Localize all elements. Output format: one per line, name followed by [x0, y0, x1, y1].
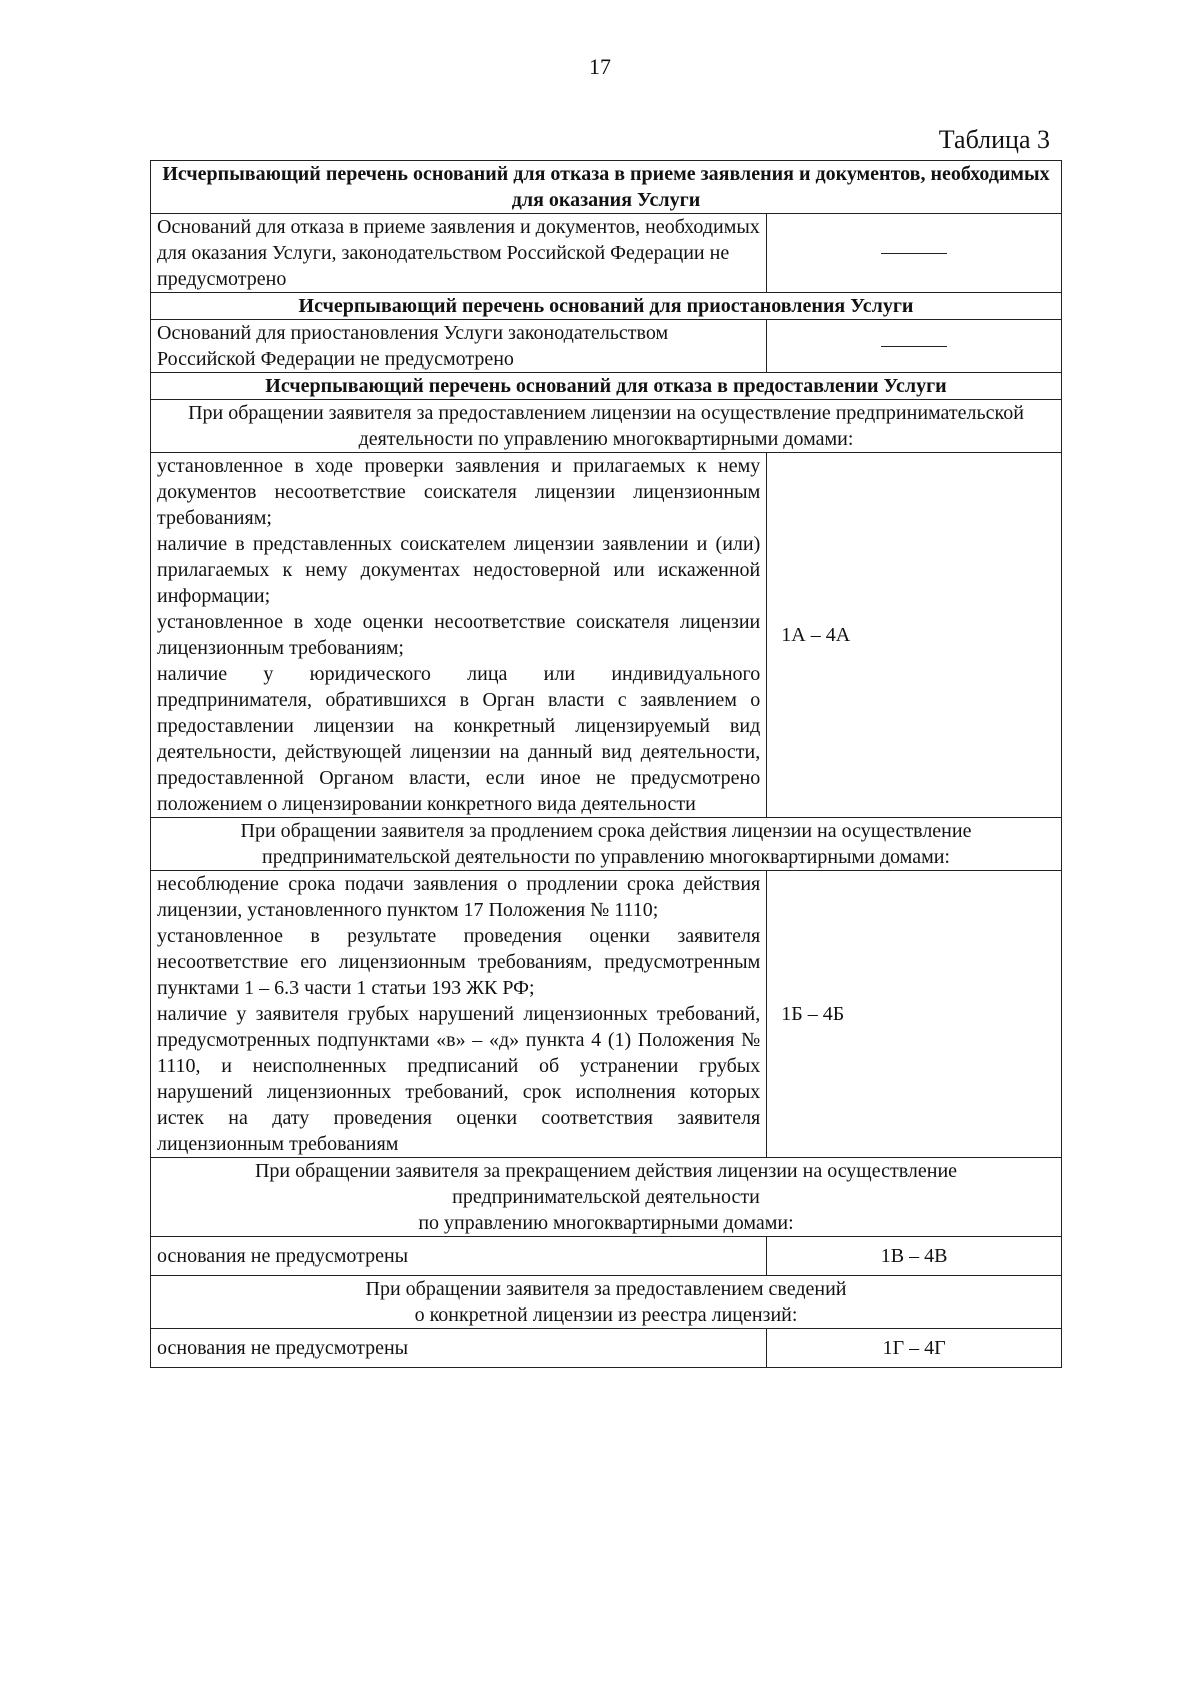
ground-item: наличие в представленных соискателем лицензии заявлении и (или) прилагаемых к нему документах недостоверной или искаженной информации; [157, 533, 761, 607]
ground-item: несоблюдение срока подачи заявления о продлении срока действия лицензии, установленного пунктом 17 Положения № 1110; [157, 873, 761, 921]
case-grounds-cell [151, 453, 767, 818]
section-header-refusal-provision [151, 373, 1062, 400]
case-grounds-cell: основания не предусмотрены [151, 1329, 767, 1368]
case-title-line: по управлению многоквартирными домами: [418, 1212, 794, 1234]
ground-item: установленное в ходе оценки несоответствие соискателя лицензии лицензионным требованиям; [157, 611, 761, 659]
ground-item: установленное в результате проведения оценки заявителя несоответствие его лицензионным требованиям, предусмотренным пунктами 1 – 6.3 части 1 статьи 193 ЖК РФ; [157, 925, 761, 999]
case-title-row [151, 1158, 1062, 1237]
case-grounds-row [151, 453, 1062, 818]
case-grounds-cell: основания не предусмотрены [151, 1237, 767, 1276]
ground-item: наличие у юридического лица или индивидуального предпринимателя, обратившихся в Орган власти с заявлением о предоставлении лицензии на конкретный лицензируемый вид деятельности, действующей лицензии на данный вид деятельности, предоставленной Органом власти, если иное не предусмотрено положением о лицензировании конкретного вида деятельности [157, 663, 761, 815]
case-grounds-row [151, 1237, 1062, 1276]
case-title: При обращении заявителя за предоставлением лицензии на осуществление предпринимательской деятельности по управлению многоквартирными домами: [151, 400, 1062, 453]
case-title-line: предпринимательской деятельности [452, 1186, 760, 1208]
table-row [151, 320, 1062, 373]
page-number: 17 [589, 54, 611, 79]
case-code: 1Б – 4Б [767, 871, 1062, 1158]
row-value-cell [767, 214, 1062, 293]
dash-mark [881, 253, 947, 254]
table-row [151, 214, 1062, 293]
grounds-table [150, 160, 1062, 1368]
section-header-suspension [151, 293, 1062, 320]
ground-item: установленное в ходе проверки заявления и прилагаемых к нему документов несоответствие соискателя лицензии лицензионным требованиям; [157, 455, 761, 529]
case-title-line: При обращении заявителя за предоставлением сведений [365, 1278, 847, 1300]
dash-mark [881, 346, 947, 347]
case-title [151, 1276, 1062, 1329]
ground-item: наличие у заявителя грубых нарушений лицензионных требований, предусмотренных подпунктами «в» – «д» пункта 4 (1) Положения № 1110, и неисполненных предписаний об устранении грубых нарушений лицензионных требований, срок исполнения которых истек на дату проведения оценки соответствия заявителя лицензионным требованиям [157, 1003, 761, 1155]
section-header-text: Исчерпывающий перечень оснований для приостановления Услуги [151, 293, 1062, 320]
case-title: При обращении заявителя за продлением срока действия лицензии на осуществление предпринимательской деятельности по управлению многоквартирными домами: [151, 818, 1062, 871]
case-title-line: о конкретной лицензии из реестра лицензий: [414, 1304, 798, 1326]
case-code: 1А – 4А [767, 453, 1062, 818]
case-title-line: При обращении заявителя за прекращением действия лицензии на осуществление [254, 1160, 958, 1182]
section-header-text: Исчерпывающий перечень оснований для отказа в предоставлении Услуги [151, 373, 1062, 400]
row-text: Оснований для приостановления Услуги законодательством Российской Федерации не предусмотрено [151, 320, 767, 373]
case-title-row [151, 818, 1062, 871]
section-header-text: Исчерпывающий перечень оснований для отказа в приеме заявления и документов, необходимых для оказания Услуги [151, 161, 1062, 214]
case-grounds-row [151, 1329, 1062, 1368]
case-title-row [151, 400, 1062, 453]
case-title-row [151, 1276, 1062, 1329]
case-title [151, 1158, 1062, 1237]
case-grounds-cell [151, 871, 767, 1158]
case-code: 1Г – 4Г [767, 1329, 1062, 1368]
case-code: 1В – 4В [767, 1237, 1062, 1276]
section-header-refusal-acceptance [151, 161, 1062, 214]
table-label: Таблица 3 [938, 125, 1050, 154]
row-text: Оснований для отказа в приеме заявления и документов, необходимых для оказания Услуги, законодательством Российской Федерации не предусмотрено [151, 214, 767, 293]
case-grounds-row [151, 871, 1062, 1158]
row-value-cell [767, 320, 1062, 373]
